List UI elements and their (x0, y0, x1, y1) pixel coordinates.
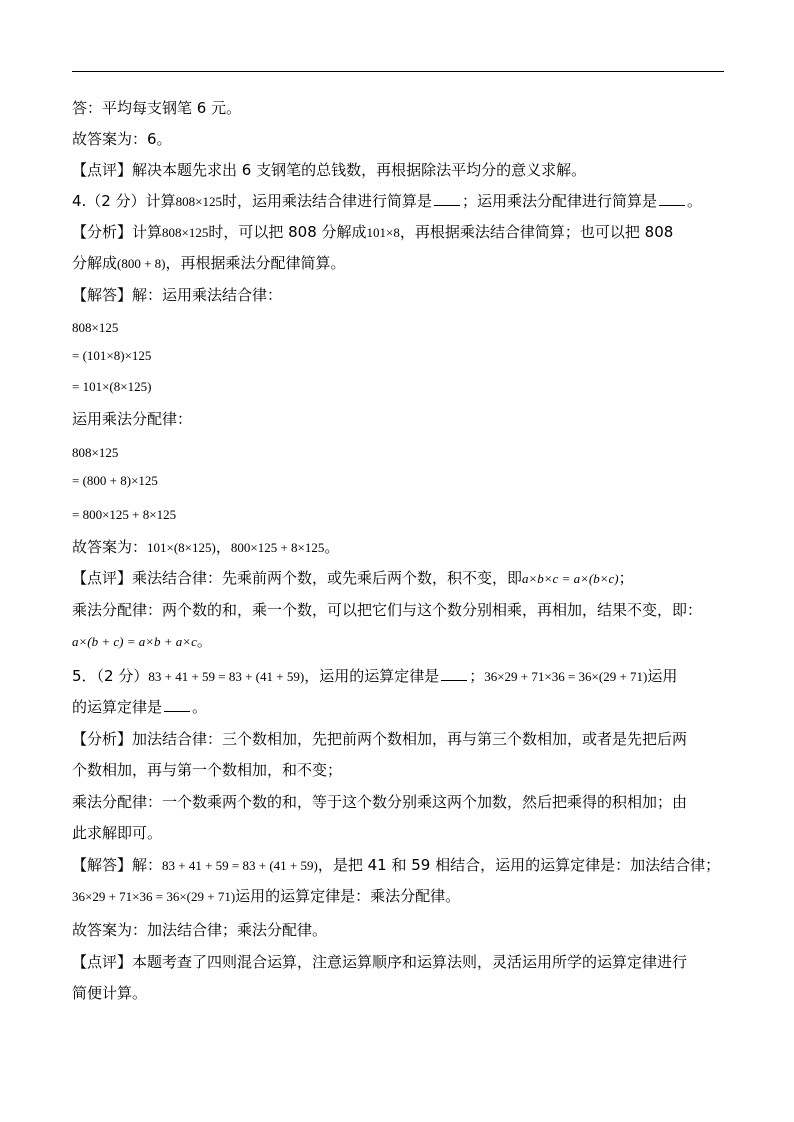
analysis-line (72, 222, 742, 243)
solution-line: 运用乘法分配律： (72, 410, 193, 428)
analysis-line: 【分析】加法结合律：三个数相加，先把前两个数相加，再与第三个数相加，或者是先把后两 (72, 730, 688, 748)
comment-text: 【点评】乘法结合律：先乘前两个数，或先乘后两个数，积不变，即 (72, 569, 523, 587)
question-text: 运用 (647, 667, 678, 685)
analysis-text: ，再根据乘法结合律简算；也可以把 808 (399, 223, 674, 241)
comment-line (72, 631, 742, 652)
question-text: ，运用的运算定律是 (304, 667, 440, 685)
solution-line (72, 886, 742, 907)
question-text: 的运算定律是 (72, 698, 163, 716)
answer-line: 故答案为：6。 (72, 130, 172, 148)
solution-text: 【解答】解： (72, 856, 163, 874)
question-text: 。 (687, 192, 703, 210)
answer-blank[interactable] (164, 699, 190, 712)
answer-line (72, 537, 742, 558)
solution-text: 运用的运算定律是：乘法分配律。 (235, 887, 461, 905)
analysis-line: 个数相加，再与第一个数相加，和不变； (72, 761, 343, 779)
answer-line: 答：平均每支钢笔 6 元。 (72, 99, 242, 117)
math-expression: 800×125 + 8×125 (230, 540, 325, 555)
analysis-line (72, 253, 742, 274)
question-text: 时，运用乘法结合律进行简算是 (221, 192, 432, 210)
analysis-text: ，再根据乘法分配律简算。 (165, 254, 346, 272)
question-text: ；运用乘法分配律进行简算是 (461, 192, 657, 210)
question-4 (72, 191, 742, 212)
math-step: 808×125 (72, 445, 119, 460)
comment-line: 简便计算。 (72, 984, 148, 1002)
math-expression: 36×29 + 71×36 = 36×(29 + 71) (484, 669, 648, 684)
solution-line: 【解答】解：运用乘法结合律： (72, 286, 283, 304)
answer-text: ， (215, 538, 231, 556)
header-rule (72, 71, 724, 72)
question-text: 。 (192, 698, 208, 716)
math-expression: 36×29 + 71×36 = 36×(29 + 71) (72, 889, 236, 904)
answer-line: 故答案为：加法结合律；乘法分配律。 (72, 921, 328, 939)
math-expression: a×(b + c) = a×b + a×c (72, 634, 197, 649)
answer-blank[interactable] (434, 193, 460, 206)
analysis-line: 此求解即可。 (72, 824, 163, 842)
math-step: = (800 + 8)×125 (72, 473, 158, 488)
comment-text: ； (618, 569, 634, 587)
analysis-line: 乘法分配律：一个数乘两个数的和，等于这个数分别乘这两个加数，然后把乘得的积相加；由 (72, 793, 688, 811)
comment-line: 【点评】本题考查了四则混合运算，注意运算顺序和运算法则，灵活运用所学的运算定律进行 (72, 953, 688, 971)
answer-text: 。 (324, 538, 340, 556)
math-expression: (800 + 8) (117, 256, 166, 271)
math-step: = 101×(8×125) (72, 379, 152, 394)
math-step: 808×125 (72, 320, 119, 335)
math-expression: 101×(8×125) (147, 540, 216, 555)
question-4-label: 4.（2 分）计算 (72, 192, 176, 210)
answer-text: 故答案为： (72, 538, 148, 556)
comment-line: 【点评】解决本题先求出 6 支钢笔的总钱数，再根据除法平均分的意义求解。 (72, 161, 587, 179)
math-expression: 101×8 (366, 225, 400, 240)
answer-blank[interactable] (441, 668, 467, 681)
analysis-text: 分解成 (72, 254, 118, 272)
math-expression: 83 + 41 + 59 = 83 + (41 + 59) (148, 669, 305, 684)
math-expression: 83 + 41 + 59 = 83 + (41 + 59) (162, 858, 318, 873)
answer-blank[interactable] (659, 193, 685, 206)
question-5-label: 5．（2 分） (72, 667, 149, 685)
math-expression: 808×125 (162, 225, 209, 240)
question-5 (72, 697, 742, 717)
solution-text: ，是把 41 和 59 相结合，运用的运算定律是：加法结合律； (317, 856, 721, 874)
math-step: = (101×8)×125 (72, 348, 152, 363)
question-5 (72, 666, 742, 687)
analysis-text: 【分析】计算 (72, 223, 163, 241)
question-text: ； (469, 667, 485, 685)
math-step: = 800×125 + 8×125 (72, 507, 177, 522)
solution-line (72, 855, 742, 876)
comment-line (72, 568, 742, 589)
math-expression: 808×125 (175, 194, 222, 209)
analysis-text: 时，可以把 808 分解成 (208, 223, 367, 241)
comment-text: 。 (196, 632, 212, 650)
math-expression: a×b×c = a×(b×c) (522, 571, 619, 586)
comment-line: 乘法分配律：两个数的和，乘一个数，可以把它们与这个数分别相乘，再相加，结果不变，即： (72, 601, 703, 619)
